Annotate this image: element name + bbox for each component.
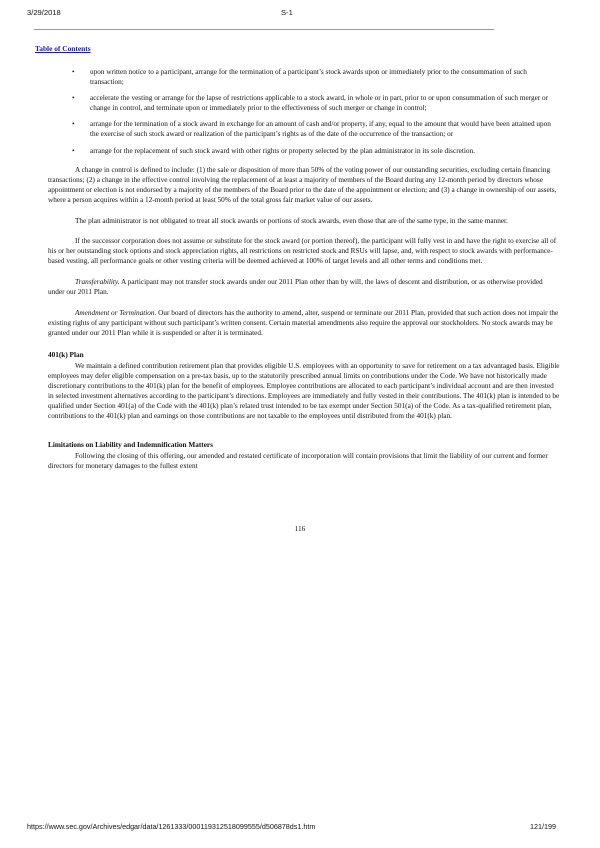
list-item-text: arrange for the termination of a stock award in exchange for an amount of cash and/or property, if any, equal to the amount that would have been attained upon the exercise of such stock award or realization of the participant’s rights as of the date of the occurrence of the transaction; or (90, 120, 551, 139)
print-date: 3/29/2018 (27, 8, 61, 17)
paragraph-successor-corporation: If the successor corporation does not assume or substitute for the stock award (or portion thereof), the participant will fully vest in and have the right to exercise all of his or her outstanding stock options and stock appreciation rights, all restrictions on restricted stock and RSUs will lapse, and, with respect to stock awards with performance-based vesting, all performance goals or other vesting criteria will be deemed achieved at 100% of target levels and all other terms and conditions met. (48, 237, 557, 266)
paragraph-liability: Following the closing of this offering, our amended and restated certificate of incorporation will contain provisions that limit the liability of our current and former directors for monetary damages to the fullest extent (48, 451, 548, 470)
bullet-icon: • (72, 68, 75, 76)
section-heading-401k: 401(k) Plan (48, 350, 84, 359)
paragraph-plan-administrator: The plan administrator is not obligated to treat all stock awards or portions of stock awards, even those that are of the same type, in the same manner. (75, 216, 508, 225)
document-title: S-1 (281, 8, 293, 17)
bullet-icon: • (72, 120, 75, 129)
transferability-label: Transferability. (75, 277, 120, 286)
list-item-text: arrange for the replacement of such stock award with other rights or property selected by the plan administrator in its sole discretion. (90, 146, 475, 155)
section-heading-liability: Limitations on Liability and Indemnification Matters (48, 440, 213, 449)
paragraph-401k: We maintain a defined contribution retirement plan that provides eligible U.S. employees with an opportunity to save for retirement on a tax advantaged basis. Eligible employees may defer eligible compensation on a pre-tax basis, up to the statutorily prescribed annual limits on contributions under the Code. We have not historically made discretionary contributions to the 401(k) plan for the benefit of employees. Employee contributions are allocated to each participant’s individual account and are then invested in selected investment alternatives according to the participant’s directions. Employees are immediately and fully vested in their contributions. The 401(k) plan is intended to be qualified under Section 401(a) of the Code with the 401(k) plan’s related trust intended to be tax exempt under Section 501(a) of the Code. As a tax-qualified retirement plan, contributions to the 401(k) plan and earnings on those contributions are not taxable to the employees until distributed from the 401(k) plan. (48, 361, 560, 421)
bullet-list (48, 67, 560, 156)
table-of-contents-link[interactable]: Table of Contents (35, 44, 91, 53)
paragraph-amendment (48, 308, 560, 338)
list-item-text: accelerate the vesting or arrange for the lapse of restrictions applicable to a stock award, in whole or in part, prior to or upon consummation of such merger or change in control, and terminate upon or immediately prior to the effectiveness of such merger or change in control; (90, 94, 549, 113)
paragraph-change-in-control: A change in control is defined to include: (1) the sale or disposition of more than 50% of the voting power of our outstanding securities, excluding certain financing transactions; (2) a change in the effective control involving the replacement of at least a majority of members of the Board during any 12-month period by directors whose appointment or election is not endorsed by a majority of the members of the Board prior to the date of the appointment or election; and (3) a change in ownership of our assets, where a person acquires within a 12-month period at least 50% of the total gross fair market value of our assets. (48, 165, 557, 204)
bullet-icon: • (72, 146, 75, 155)
source-url: https://www.sec.gov/Archives/edgar/data/1261333/000119312518099555/d506878ds1.htm (27, 822, 316, 831)
document-body (48, 67, 560, 481)
amendment-text: Our board of directors has the authority to amend, alter, suspend or terminate our 2011 Plan, provided that such action does not impair the existing rights of any participant without such participant’s written consent. Certain material amendments also require the approval our stockholders. No stock awards may be granted under our 2011 Plan while it is suspended or after it is terminated. (48, 308, 559, 337)
list-item (48, 146, 560, 156)
list-item (48, 119, 560, 139)
bullet-icon: • (72, 94, 75, 103)
print-page-count: 121/199 (530, 822, 556, 831)
list-item-text: upon written notice to a participant, arrange for the termination of a participant’s stock awards upon or immediately prior to the consummation of such transaction; (90, 68, 527, 87)
list-item (48, 93, 560, 113)
transferability-text: A participant may not transfer stock awards under our 2011 Plan other than by will, the laws of descent and distribution, or as otherwise provided under our 2011 Plan. (48, 277, 543, 296)
list-item (48, 67, 560, 87)
page-number: 116 (294, 524, 306, 533)
header-divider (34, 29, 494, 30)
paragraph-transferability (48, 277, 560, 297)
amendment-label: Amendment or Termination. (75, 308, 157, 317)
